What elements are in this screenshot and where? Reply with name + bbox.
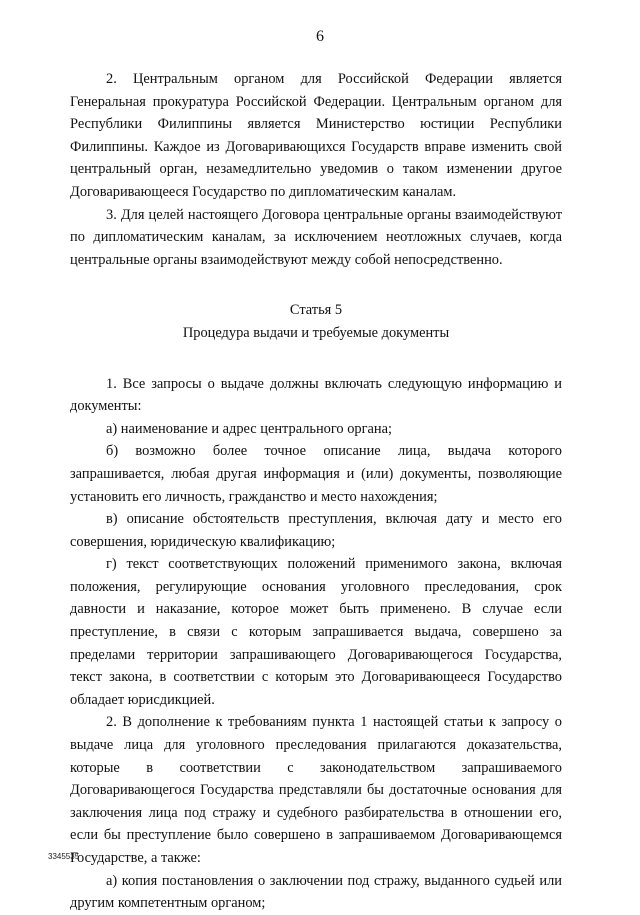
subparagraph-a: а) наименование и адрес центрального органа;	[106, 420, 392, 437]
paragraph-central-authority: 2. Центральным органом для Российской Федерации является Генеральная прокуратура Российской Федерации. Центральным органом для Республики Филиппины является Министерство юстиции Республики Филиппины. Каждое из Договаривающихся Государств вправе изменить свой центральный орган, незамедлительно уведомив о таком изменении другое Договаривающееся Государство по дипломатическим каналам.	[70, 71, 562, 200]
subparagraph-g: г) текст соответствующих положений применимого закона, включая положения, регулирующие основания уголовного преследования, срок давности и наказание, которое может быть применено. В случае если преступление, в связи с которым запрашивается выдача, совершено за пределами территории запрашивающего Договаривающегося Государства, текст закона, в соответствии с которым это Договаривающееся Государство обладает юрисдикцией.	[70, 556, 562, 708]
document-code: 3345535	[48, 852, 80, 861]
document-body	[70, 68, 562, 915]
article-number: Статья 5	[289, 302, 343, 319]
subparagraph-v: в) описание обстоятельств преступления, включая дату и место его совершения, юридическую квалификацию;	[70, 511, 562, 550]
subparagraph-a-2: а) копия постановления о заключении под стражу, выданного судьей или другим компетентным органом;	[70, 872, 562, 912]
paragraph-2: 2. В дополнение к требованиям пункта 1 настоящей статьи к запросу о выдаче лица для уголовного преследования прилагаются доказательства, которые в соответствии с законодательством запрашиваемого Договаривающегося Государства представляли бы достаточные основания для заключения лица под стражу и судебного разбирательства в отношении его, если бы преступление было совершено в запрашиваемом Договаривающемся Государстве, а также:	[70, 714, 562, 866]
paragraph-1: 1. Все запросы о выдаче должны включать следующую информацию и документы:	[70, 375, 562, 415]
subparagraph-b: б) возможно более точное описание лица, выдача которого запрашивается, любая другая информация и (или) документы, позволяющие установить его личность, гражданство и место нахождения;	[70, 443, 562, 505]
paragraph-diplomatic-channels: 3. Для целей настоящего Договора центральные органы взаимодействуют по дипломатическим каналам, за исключением неотложных случаев, когда центральные органы взаимодействуют между собой непосредственно.	[70, 206, 562, 268]
page-number: 6	[316, 28, 324, 45]
article-title: Процедура выдачи и требуемые документы	[182, 324, 450, 341]
